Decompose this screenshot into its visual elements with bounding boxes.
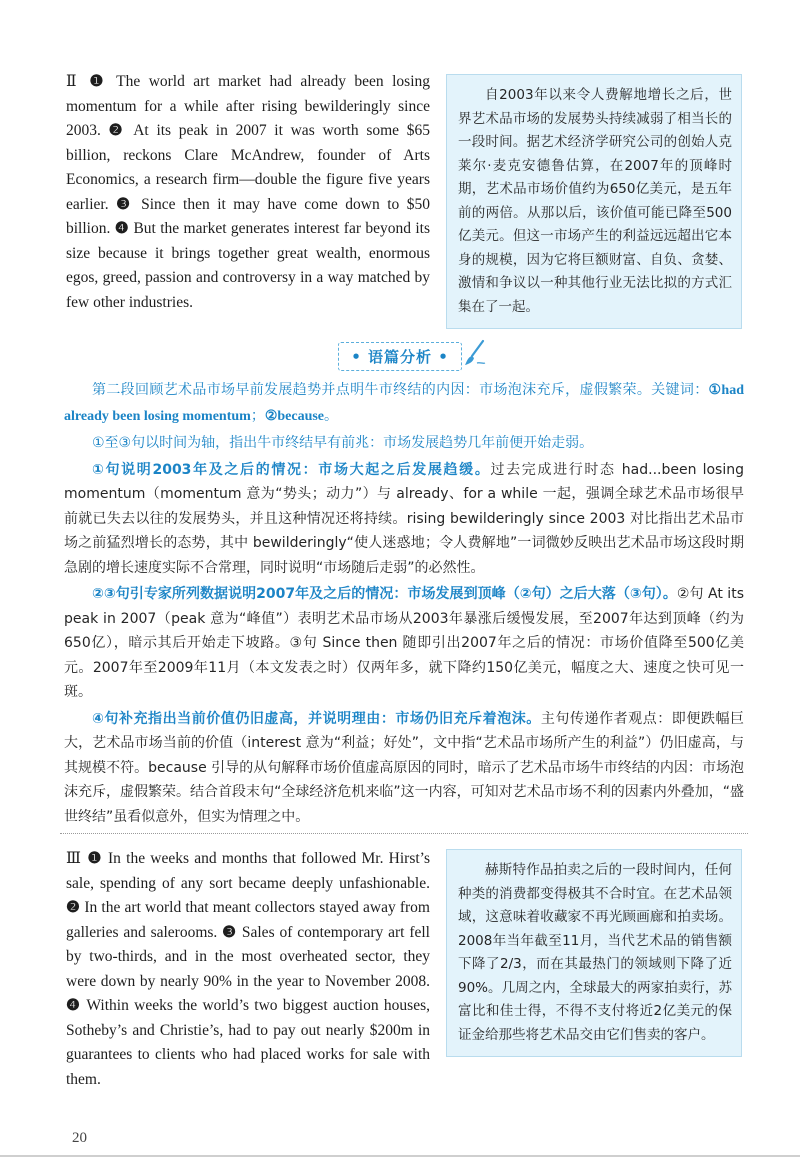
sentence-text: At its peak in 2007 it was worth some $65 billion, reckons Clare McAndrew, founder of Arts Economics, a research firm—double the figure five years earlier. <box>66 122 431 213</box>
sentence-text: But the market generates interest far beyond its size because it brings together great wealth, enormous egos, greed, passion and controversy in a way matched by few other industries. <box>66 220 430 311</box>
analysis-point-sentence-1 <box>64 458 744 581</box>
analysis-heading-label: • 语篇分析 • <box>351 348 449 366</box>
paragraph-2-roman: Ⅱ <box>66 73 82 90</box>
analysis-point-timeline <box>64 431 744 456</box>
sentence-number: ❷ <box>66 899 81 916</box>
analysis-sentence-4-heading: ④句补充指出当前价值仍旧虚高，并说明理由：市场仍旧充斥着泡沫。 <box>92 710 541 727</box>
sentence-text: In the weeks and months that followed Mr. Hirst’s sale, spending of any sort became deeply unfashionable. <box>66 850 431 892</box>
paragraph-3-translation: 赫斯特作品拍卖之后的一段时间内，任何种类的消费都变得极其不合时宜。在艺术品领域，这意味着收藏家不再光顾画廊和拍卖场。2008年当年截至11月，当代艺术品的销售额下降了2/3，而在其最热门的领域则下降了近90%。几周之内，全球最大的两家拍卖行，苏富比和佳士得，不得不支付将近2亿美元的保证金给那些将艺术品交由它们售卖的客户。 <box>458 862 732 1043</box>
paragraph-2-english <box>66 70 430 315</box>
analysis-sentence-1-body: 过去完成进行时态 had...been losing momentum（momentum 意为“势头；动力”）与 already、for a while 一起，强调全球艺术品市场很早前就已失去以往的发展势头，并且这种情况还将持续。rising bewilderingly since 2003 对比指出艺术品市场之前猛烈增长的态势，其中 bewilderingly“使人迷惑地；令人费解地”一词微妙反映出艺术品市场这段时期急剧的增长速度实际不合常理，同时说明“市场随后走弱”的必然性。 <box>64 461 744 576</box>
sentence-number: ❸ <box>222 923 238 941</box>
brush-icon <box>463 339 487 367</box>
page-number: 20 <box>72 1130 87 1146</box>
footer-rule <box>0 1155 800 1157</box>
keyword-end: 。 <box>324 407 339 424</box>
section-divider <box>60 833 748 834</box>
paragraph-2-translation: 自2003年以来令人费解地增长之后，世界艺术品市场的发展势头持续减弱了相当长的一段时间。据艺术经济学研究公司的创始人克莱尔·麦克安德鲁估算，在2007年的顶峰时期，艺术品市场价值约为650亿美元，是五年前的两倍。从那以后，该价值可能已降至500亿美元。但这一市场产生的利益远远超出它本身的规模，因为它将巨额财富、自负、贪婪、激情和争议以一种其他行业无法比拟的方式汇集在了一起。 <box>458 87 732 315</box>
sentence-number: ❹ <box>114 220 130 237</box>
sentence-number: ❹ <box>66 997 82 1014</box>
sentence-text: In the art world that meant collectors stayed away from galleries and salerooms. <box>66 899 430 941</box>
analysis-sentence-4-body: 主句传递作者观点：即便跌幅巨大，艺术品市场当前的价值（interest 意为“利益；好处”，文中指“艺术品市场所产生的利益”）仍旧虚高，与其规模不符。because 引导的从句解释市场价值虚高原因的同时，暗示了艺术品市场牛市终结的内因：市场泡沫充斥，虚假繁荣。结合首段末句“全球经济危机来临”这一内容，可知对艺术品市场不利的因素内外叠加，“盛世终结”虽看似意外，但实为情理之中。 <box>64 710 745 825</box>
paragraph-3-roman: Ⅲ <box>66 850 83 867</box>
sentence-number: ❷ <box>108 122 127 139</box>
analysis-sentence-1-heading: ①句说明2003年及之后的情况：市场大起之后发展趋缓。 <box>92 461 491 478</box>
analysis-sentence-2-3-heading: ②③句引专家所列数据说明2007年及之后的情况：市场发展到顶峰（②句）之后大落（③句）。 <box>92 586 677 602</box>
analysis-timeline-text: ①至③句以时间为轴，指出牛市终结早有前兆：市场发展趋势几年前便开始走弱。 <box>92 435 594 451</box>
analysis-heading <box>338 342 462 371</box>
paragraph-2-translation-box <box>446 74 742 329</box>
sentence-number: ❸ <box>116 195 134 213</box>
sentence-number: ❶ <box>87 850 103 867</box>
analysis-summary-text: 第二段回顾艺术品市场早前发展趋势并点明牛市终结的内因：市场泡沫充斥，虚假繁荣。关键词： <box>92 382 709 398</box>
sentence-text: Sales of contemporary art fell by two-thirds, and in the most overheated sector, they were down by nearly 90% in the year to November 2008. <box>66 923 430 990</box>
keyword-2: ②because <box>264 408 325 424</box>
analysis-summary <box>64 378 744 429</box>
analysis-point-sentence-2-3 <box>64 582 744 705</box>
keyword-separator: ； <box>250 407 265 424</box>
analysis-point-sentence-4 <box>64 707 744 830</box>
analysis-body <box>64 378 744 829</box>
paragraph-3-translation-box <box>446 849 742 1057</box>
sentence-text: Within weeks the world’s two biggest auction houses, Sotheby’s and Christie’s, had to pay out nearly $200m in guarantees to clients who had placed works for sale with them. <box>66 997 430 1088</box>
sentence-text: Since then it may have come down to $50 billion. <box>66 195 430 237</box>
sentence-text: The world art market had already been losing momentum for a while after rising bewilderingly since 2003. <box>66 73 430 139</box>
analysis-heading-wrap <box>0 342 800 372</box>
keyword-1: ①had already been losing momentum <box>64 383 745 424</box>
paragraph-3-english <box>66 847 430 1092</box>
sentence-number: ❶ <box>89 73 109 90</box>
analysis-sentence-2-3-body: ②句 At its peak in 2007（peak 意为“峰值”）表明艺术品市场从2003年暴涨后缓慢发展，至2007年达到顶峰（约为650亿），暗示其后开始走下坡路。③句 Since then 随即引出2007年之后的情况：市场价值降至500亿美元。2007年至2009年11月（本文发表之时）仅两年多，就下降约150亿美元，幅度之大、速度之快可见一斑。 <box>64 586 744 700</box>
